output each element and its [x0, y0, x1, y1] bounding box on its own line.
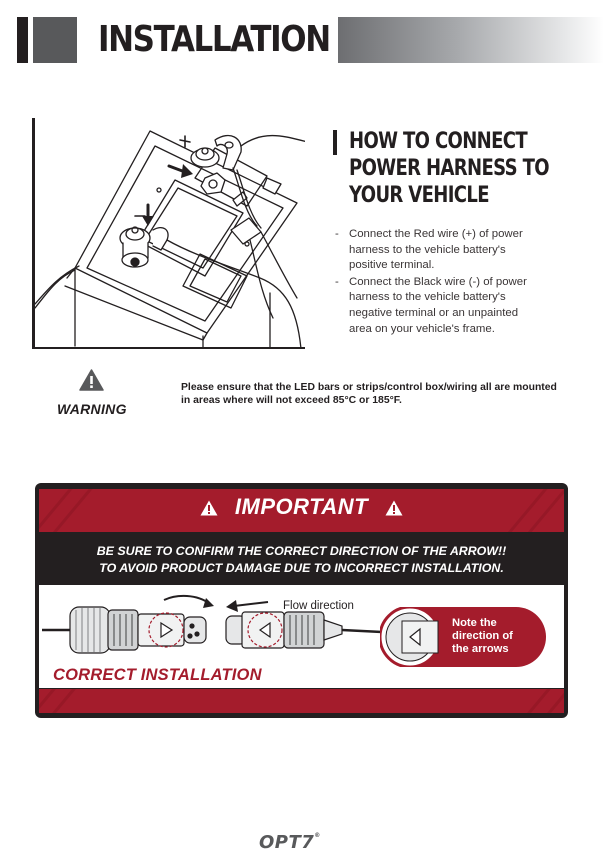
important-title	[35, 492, 568, 522]
flow-direction-label: Flow direction	[283, 600, 354, 612]
instruction-line: area on your vehicle's frame.	[349, 322, 495, 335]
brand-logo	[259, 832, 321, 853]
brand-logo-text: OPT7	[259, 832, 315, 853]
header-accent-bar	[17, 17, 28, 63]
warning-text	[181, 381, 581, 407]
arrow-note	[452, 617, 542, 656]
warning-icon	[200, 500, 218, 516]
instruction-line: harness to the vehicle battery's	[349, 243, 506, 256]
arrow-note-line: direction of	[452, 630, 513, 642]
instruction-line: positive terminal.	[349, 259, 435, 272]
arrow-note-line: Note the	[452, 617, 497, 629]
instruction-line: harness to the vehicle battery's	[349, 291, 506, 304]
instruction-item-black-wire	[335, 275, 575, 337]
warning-icon	[79, 369, 104, 391]
important-message-line: BE SURE TO CONFIRM THE CORRECT DIRECTION OF THE ARROW!!	[96, 544, 507, 558]
battery-illustration	[32, 118, 305, 349]
subsection-title-line: YOUR VEHICLE	[349, 183, 489, 208]
correct-installation-label: CORRECT INSTALLATION	[53, 666, 262, 684]
page-title: INSTALLATION	[98, 19, 330, 60]
subsection-title	[349, 128, 549, 209]
warning-icon	[385, 500, 403, 516]
instruction-line: - Connect the Red wire (+) of power	[349, 228, 523, 240]
important-message	[35, 543, 568, 577]
important-message-line: TO AVOID PRODUCT DAMAGE DUE TO INCORRECT INSTALLATION.	[99, 561, 504, 575]
header-accent-block	[33, 17, 77, 63]
instruction-line: negative terminal or an unpainted	[349, 306, 519, 319]
header-gradient-band	[338, 17, 604, 63]
important-title-text: IMPORTANT	[234, 494, 369, 519]
instruction-item-red-wire	[335, 227, 575, 274]
warning-label: WARNING	[57, 401, 127, 417]
subsection-accent-bar	[333, 130, 337, 155]
warning-text-line: Please ensure that the LED bars or strips/control box/wiring all are mounted	[181, 382, 557, 393]
instruction-line: - Connect the Black wire (-) of power	[349, 275, 527, 288]
subsection-title-line: HOW TO CONNECT	[349, 129, 527, 154]
warning-text-line: in areas where will not exceed 85°C or 185°F.	[181, 395, 402, 406]
important-footer-band	[39, 689, 564, 713]
instruction-list	[335, 227, 575, 338]
arrow-note-line: the arrows	[452, 643, 509, 655]
registered-mark: ®	[314, 832, 321, 839]
subsection-title-line: POWER HARNESS TO	[349, 156, 549, 181]
